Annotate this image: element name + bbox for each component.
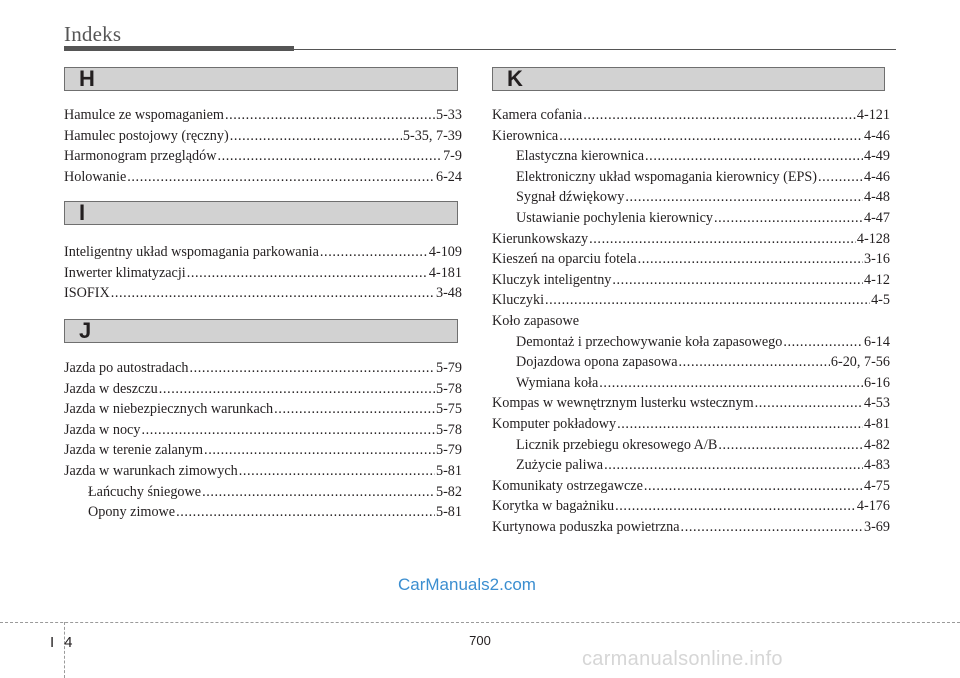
watermark-carmanualsonline[interactable]: carmanualsonline.info — [582, 648, 783, 670]
index-entry: ISOFIX ..... 3-48 — [64, 283, 462, 304]
index-entry: Inwerter klimatyzacji ..... 4-181 — [64, 263, 462, 284]
header-accent-bar — [64, 46, 294, 51]
section-header-k — [492, 67, 885, 91]
index-entry: Hamulec postojowy (ręczny) ..... 5-35, 7-39 — [64, 126, 462, 147]
footer-section: I — [50, 634, 55, 651]
index-subentry: Wymiana koła ..... 6-16 — [492, 373, 890, 394]
index-entry: Jazda po autostradach ..... 5-79 — [64, 358, 462, 379]
index-entry: Hamulce ze wspomaganiem ..... 5-33 — [64, 105, 462, 126]
index-subentry: Licznik przebiegu okresowego A/B ..... 4-82 — [492, 435, 890, 456]
index-entry: Kluczyk inteligentny ..... 4-12 — [492, 270, 890, 291]
section-letter: J — [79, 318, 92, 343]
index-subentry: Demontaż i przechowywanie koła zapasowego ..... 6-14 — [492, 332, 890, 353]
page-number: 700 — [469, 633, 491, 648]
index-entry: Kurtynowa poduszka powietrzna ..... 3-69 — [492, 517, 890, 538]
index-entry: Inteligentny układ wspomagania parkowania ..... 4-109 — [64, 242, 462, 263]
watermark-carmanuals2[interactable]: CarManuals2.com — [398, 575, 536, 594]
index-entry: Harmonogram przeglądów ..... 7-9 — [64, 146, 462, 167]
index-entry: Jazda w warunkach zimowych ..... 5-81 — [64, 461, 462, 482]
section-letter: K — [507, 66, 523, 91]
index-entry: Kieszeń na oparciu fotela ..... 3-16 — [492, 249, 890, 270]
footer-rule — [0, 622, 960, 623]
index-entry: Koło zapasowe — [492, 312, 580, 329]
footer-section-page: 4 — [64, 634, 73, 651]
index-entry: Kamera cofania ..... 4-121 — [492, 105, 890, 126]
index-subentry: Dojazdowa opona zapasowa ..... 6-20, 7-56 — [492, 352, 890, 373]
index-list-i — [64, 242, 462, 304]
page-header-title: Indeks — [64, 22, 122, 46]
index-list-h — [64, 105, 462, 187]
index-subentry: Zużycie paliwa ..... 4-83 — [492, 455, 890, 476]
section-letter: I — [79, 200, 86, 225]
index-entry: Kierownica ..... 4-46 — [492, 126, 890, 147]
index-entry: Kluczyki ..... 4-5 — [492, 290, 890, 311]
index-entry: Kompas w wewnętrznym lusterku wstecznym ..... 4-53 — [492, 393, 890, 414]
section-header-j — [64, 319, 458, 343]
index-subentry: Elektroniczny układ wspomagania kierownicy (EPS) ..... 4-46 — [492, 167, 890, 188]
index-entry: Komputer pokładowy ..... 4-81 — [492, 414, 890, 435]
index-subentry: Łańcuchy śniegowe ..... 5-82 — [64, 482, 462, 503]
section-letter: H — [79, 66, 95, 91]
index-entry: Korytka w bagażniku ..... 4-176 — [492, 496, 890, 517]
index-entry: Komunikaty ostrzegawcze ..... 4-75 — [492, 476, 890, 497]
index-subentry: Elastyczna kierownica ..... 4-49 — [492, 146, 890, 167]
index-subentry: Sygnał dźwiękowy ..... 4-48 — [492, 187, 890, 208]
index-list-j — [64, 358, 462, 523]
index-entry: Jazda w nocy ..... 5-78 — [64, 420, 462, 441]
index-subentry: Ustawianie pochylenia kierownicy ..... 4-47 — [492, 208, 890, 229]
index-entry: Holowanie ..... 6-24 — [64, 167, 462, 188]
index-entry: Jazda w niebezpiecznych warunkach ..... 5-75 — [64, 399, 462, 420]
index-entry: Jazda w deszczu ..... 5-78 — [64, 379, 462, 400]
index-entry: Kierunkowskazy ..... 4-128 — [492, 229, 890, 250]
section-header-i — [64, 201, 458, 225]
index-entry: Jazda w terenie zalanym ..... 5-79 — [64, 440, 462, 461]
section-header-h — [64, 67, 458, 91]
index-subentry: Opony zimowe ..... 5-81 — [64, 502, 462, 523]
index-list-k — [492, 105, 890, 537]
